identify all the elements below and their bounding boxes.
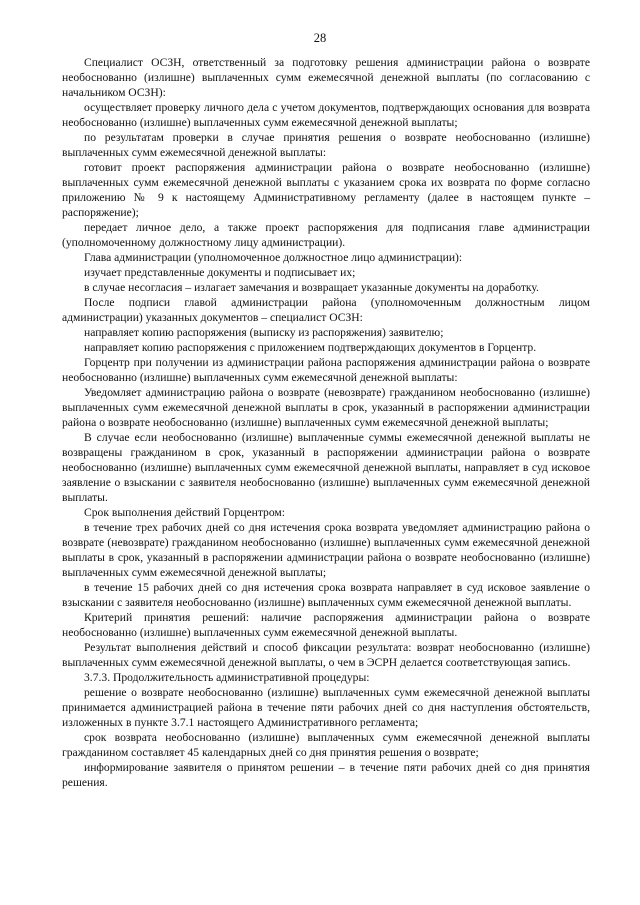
paragraph: Уведомляет администрацию района о возврате (невозврате) гражданином необоснованно (излишне) выплаченных сумм ежемесячной денежной выплаты в срок, указанный в распоряжении администрации района о возврате необоснованно (излишне) выплаченных сумм ежемесячной денежной выплаты; — [62, 386, 590, 429]
paragraph: передает личное дело, а также проект распоряжения для подписания главе администрации (уполномоченному должностному лицу администрации). — [62, 221, 590, 249]
paragraph: осуществляет проверку личного дела с учетом документов, подтверждающих основания для возврата необоснованно (излишне) выплаченных сумм ежемесячной денежной выплаты; — [62, 101, 590, 129]
page-number: 28 — [313, 31, 327, 45]
paragraph: информирование заявителя о принятом решении – в течение пяти рабочих дней со дня принятия решения. — [62, 761, 590, 789]
paragraph: изучает представленные документы и подписывает их; — [84, 266, 356, 279]
paragraph: в течение 15 рабочих дней со дня истечения срока возврата направляет в суд исковое заявление о взыскании с заявителя необоснованно (излишне) выплаченных сумм ежемесячной денежной выплаты. — [62, 581, 590, 609]
paragraph: срок возврата необоснованно (излишне) выплаченных сумм ежемесячной денежной выплаты гражданином составляет 45 календарных дней со дня принятия решения о возврате; — [62, 731, 590, 759]
paragraph: в течение трех рабочих дней со дня истечения срока возврата уведомляет администрацию района о возврате (невозврате) гражданином необоснованно (излишне) выплаченных сумм ежемесячной денежной выплаты в срок, указанный в распоряжении администрации района о возврате необоснованно (излишне) выплаченных сумм ежемесячной денежной выплаты; — [62, 521, 590, 579]
paragraph: Специалист ОСЗН, ответственный за подготовку решения администрации района о возврате необоснованно (излишне) выплаченных сумм ежемесячной денежной выплаты (по согласованию с начальником ОСЗН): — [62, 56, 590, 99]
paragraph: Горцентр при получении из администрации района распоряжения администрации района о возврате необоснованно (излишне) выплаченных сумм ежемесячной денежной выплаты: — [62, 356, 590, 384]
paragraph: в случае несогласия – излагает замечания и возвращает указанные документы на доработку. — [84, 281, 539, 294]
paragraph: готовит проект распоряжения администрации района о возврате необоснованно (излишне) выплаченных сумм ежемесячной денежной выплаты с указанием срока их возврата по форме согласно приложению № 9 к настоящему Административному регламенту (далее в настоящем пункте – распоряжение); — [62, 161, 590, 219]
paragraph: по результатам проверки в случае принятия решения о возврате необоснованно (излишне) выплаченных сумм ежемесячной денежной выплаты: — [62, 131, 590, 159]
paragraph: решение о возврате необоснованно (излишне) выплаченных сумм ежемесячной денежной выплаты принимается администрацией района в течение пяти рабочих дней со дня наступления обстоятельств, изложенных в пункте 3.7.1 настоящего Административного регламента; — [62, 686, 590, 729]
paragraph: Критерий принятия решений: наличие распоряжения администрации района о возврате необоснованно (излишне) выплаченных сумм ежемесячной денежной выплаты. — [62, 611, 590, 639]
paragraph: После подписи главой администрации района (уполномоченным должностным лицом администрации) указанных документов – специалист ОСЗН: — [62, 296, 590, 324]
paragraph: В случае если необоснованно (излишне) выплаченные суммы ежемесячной денежной выплаты не возвращены гражданином в срок, указанный в распоряжении администрации района о возврате необоснованно (излишне) выплаченных сумм ежемесячной денежной выплаты, направляет в суд исковое заявление о взыскании с заявителя необоснованно (излишне) выплаченных сумм ежемесячной денежной выплаты. — [62, 431, 590, 504]
document-body — [62, 55, 590, 790]
paragraph: Срок выполнения действий Горцентром: — [84, 506, 285, 519]
paragraph: Глава администрации (уполномоченное должностное лицо администрации): — [84, 251, 463, 264]
paragraph: направляет копию распоряжения (выписку из распоряжения) заявителю; — [84, 326, 444, 339]
paragraph: Результат выполнения действий и способ фиксации результата: возврат необоснованно (излишне) выплаченных сумм ежемесячной денежной выплаты, о чем в ЭСРН делается соответствующая запись. — [62, 641, 590, 669]
paragraph: направляет копию распоряжения с приложением подтверждающих документов в Горцентр. — [84, 341, 537, 354]
paragraph: 3.7.3. Продолжительность административной процедуры: — [84, 671, 370, 684]
